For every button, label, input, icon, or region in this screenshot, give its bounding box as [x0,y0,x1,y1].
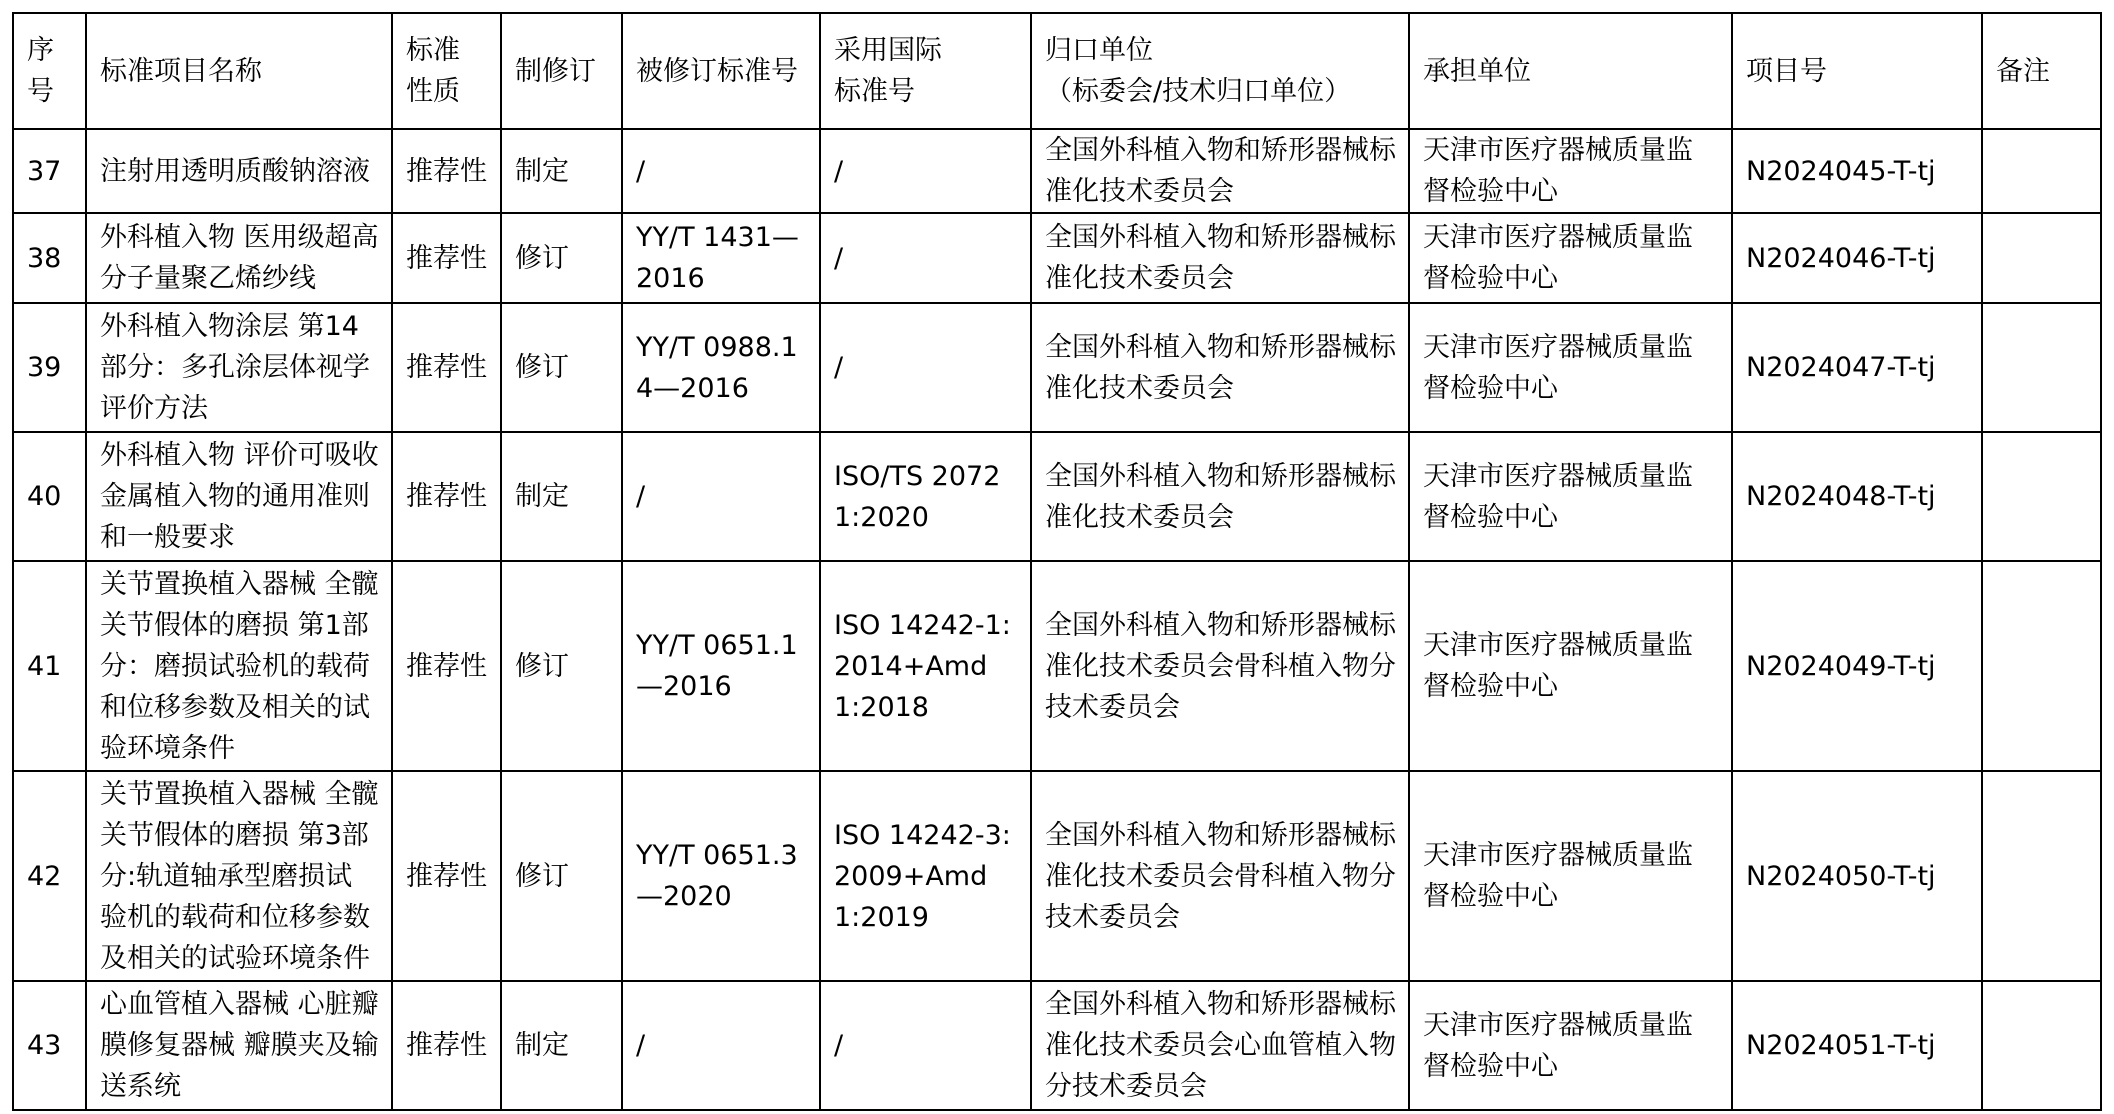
cell-name: 注射用透明质酸钠溶液 [86,129,392,213]
cell-name: 关节置换植入器械 全髋关节假体的磨损 第3部分:轨道轴承型磨损试验机的载荷和位移参数及相关的试验环境条件 [86,771,392,981]
cell-type: 制定 [501,981,622,1110]
cell-remarks [1982,303,2101,432]
cell-type: 制定 [501,129,622,213]
cell-project-no: N2024048-T-tj [1732,432,1982,561]
cell-name: 外科植入物 评价可吸收金属植入物的通用准则和一般要求 [86,432,392,561]
cell-remarks [1982,561,2101,771]
cell-tc: 全国外科植入物和矫形器械标准化技术委员会骨科植入物分技术委员会 [1031,771,1409,981]
cell-type: 制定 [501,432,622,561]
header-name: 标准项目名称 [86,13,392,129]
cell-project-no: N2024051-T-tj [1732,981,1982,1110]
cell-project-no: N2024047-T-tj [1732,303,1982,432]
table-row [13,303,2101,432]
cell-revised-std: / [622,129,820,213]
cell-seq: 43 [13,981,86,1110]
header-row [13,13,2101,129]
cell-nature: 推荐性 [392,213,501,303]
table-row [13,432,2101,561]
table-row [13,129,2101,213]
cell-nature: 推荐性 [392,771,501,981]
cell-name: 外科植入物 医用级超高分子量聚乙烯纱线 [86,213,392,303]
cell-tc: 全国外科植入物和矫形器械标准化技术委员会 [1031,303,1409,432]
cell-project-no: N2024045-T-tj [1732,129,1982,213]
cell-type: 修订 [501,303,622,432]
header-undertaker: 承担单位 [1409,13,1732,129]
cell-revised-std: YY/T 0651.1—2016 [622,561,820,771]
cell-undertaker: 天津市医疗器械质量监督检验中心 [1409,771,1732,981]
header-intl-std: 采用国际 标准号 [820,13,1031,129]
table-row [13,771,2101,981]
cell-remarks [1982,129,2101,213]
cell-type: 修订 [501,771,622,981]
cell-undertaker: 天津市医疗器械质量监督检验中心 [1409,303,1732,432]
cell-type: 修订 [501,213,622,303]
header-tc: 归口单位 （标委会/技术归口单位） [1031,13,1409,129]
cell-name: 外科植入物涂层 第14部分：多孔涂层体视学评价方法 [86,303,392,432]
cell-revised-std: YY/T 0988.14—2016 [622,303,820,432]
cell-undertaker: 天津市医疗器械质量监督检验中心 [1409,129,1732,213]
cell-project-no: N2024049-T-tj [1732,561,1982,771]
cell-intl-std: / [820,981,1031,1110]
cell-undertaker: 天津市医疗器械质量监督检验中心 [1409,981,1732,1110]
table-row [13,561,2101,771]
cell-project-no: N2024046-T-tj [1732,213,1982,303]
cell-nature: 推荐性 [392,561,501,771]
cell-seq: 40 [13,432,86,561]
cell-name: 关节置换植入器械 全髋关节假体的磨损 第1部分：磨损试验机的载荷和位移参数及相关的试验环境条件 [86,561,392,771]
table-row [13,981,2101,1110]
cell-tc: 全国外科植入物和矫形器械标准化技术委员会 [1031,432,1409,561]
cell-remarks [1982,213,2101,303]
cell-seq: 39 [13,303,86,432]
cell-seq: 38 [13,213,86,303]
cell-nature: 推荐性 [392,432,501,561]
header-remarks: 备注 [1982,13,2101,129]
cell-revised-std: / [622,981,820,1110]
cell-name: 心血管植入器械 心脏瓣膜修复器械 瓣膜夹及输送系统 [86,981,392,1110]
cell-seq: 42 [13,771,86,981]
cell-tc: 全国外科植入物和矫形器械标准化技术委员会 [1031,213,1409,303]
cell-remarks [1982,771,2101,981]
cell-undertaker: 天津市医疗器械质量监督检验中心 [1409,561,1732,771]
cell-undertaker: 天津市医疗器械质量监督检验中心 [1409,432,1732,561]
header-seq: 序 号 [13,13,86,129]
cell-nature: 推荐性 [392,303,501,432]
cell-intl-std: ISO 14242-1:2014+Amd 1:2018 [820,561,1031,771]
cell-nature: 推荐性 [392,129,501,213]
cell-intl-std: ISO 14242-3:2009+Amd 1:2019 [820,771,1031,981]
cell-type: 修订 [501,561,622,771]
cell-seq: 37 [13,129,86,213]
table-row [13,213,2101,303]
standards-project-sheet [12,12,2100,1102]
cell-tc: 全国外科植入物和矫形器械标准化技术委员会心血管植入物分技术委员会 [1031,981,1409,1110]
header-type: 制修订 [501,13,622,129]
cell-intl-std: ISO/TS 20721:2020 [820,432,1031,561]
cell-revised-std: YY/T 1431—2016 [622,213,820,303]
header-project-no: 项目号 [1732,13,1982,129]
cell-project-no: N2024050-T-tj [1732,771,1982,981]
header-nature: 标准 性质 [392,13,501,129]
cell-revised-std: / [622,432,820,561]
cell-tc: 全国外科植入物和矫形器械标准化技术委员会骨科植入物分技术委员会 [1031,561,1409,771]
cell-remarks [1982,981,2101,1110]
cell-intl-std: / [820,129,1031,213]
header-revised-std: 被修订标准号 [622,13,820,129]
cell-nature: 推荐性 [392,981,501,1110]
cell-intl-std: / [820,303,1031,432]
cell-tc: 全国外科植入物和矫形器械标准化技术委员会 [1031,129,1409,213]
standards-table [12,12,2102,1111]
cell-remarks [1982,432,2101,561]
cell-intl-std: / [820,213,1031,303]
cell-undertaker: 天津市医疗器械质量监督检验中心 [1409,213,1732,303]
cell-seq: 41 [13,561,86,771]
cell-revised-std: YY/T 0651.3—2020 [622,771,820,981]
